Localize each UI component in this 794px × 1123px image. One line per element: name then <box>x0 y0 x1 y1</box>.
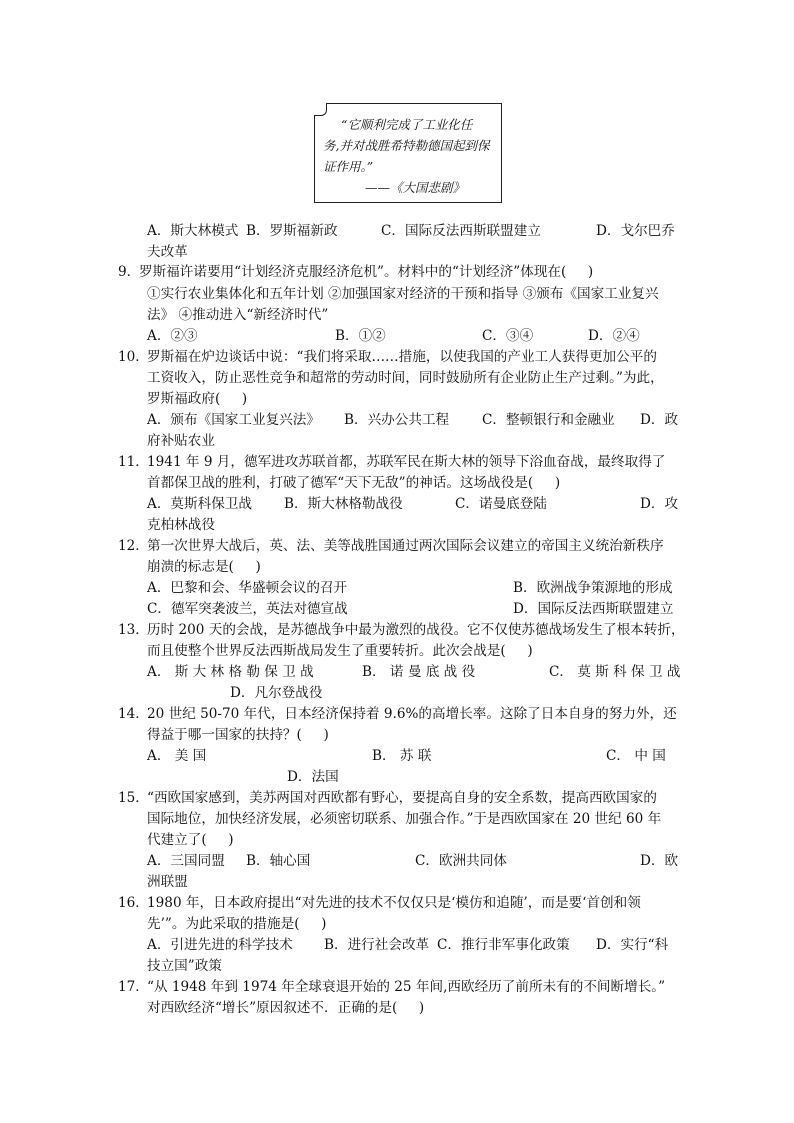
q16-option-d-wrap: 技立国”政策 <box>147 958 222 974</box>
quote-line-1: “它顺利完成了工业化任 <box>341 117 473 132</box>
q13-option-c[interactable]: C． 莫 斯 科 保 卫 战 <box>549 664 681 680</box>
q16-stem-line-2: 先’”。为此采取的措施是( ) <box>147 916 327 932</box>
quote-source: ——《大国悲剧》 <box>364 180 465 195</box>
q10-stem-line-2: 工资收入，防止恶性竞争和超常的劳动时间，同时鼓励所有企业防止生产过剩。”为此， <box>147 370 664 386</box>
q12-option-d[interactable]: D．国际反法西斯联盟建立 <box>513 601 674 617</box>
q13-stem-line-2: 而且使整个世界反法西斯战局发生了重要转折。此次会战是( ) <box>147 643 533 659</box>
q9-option-c[interactable]: C．③④ <box>482 328 534 344</box>
q13-option-a[interactable]: A． 斯 大 林 格 勒 保 卫 战 <box>147 664 314 680</box>
q11-stem-line-2: 首都保卫战的胜利，打破了德军“天下无敌”的神话。这场战役是( ) <box>147 475 561 491</box>
q13-option-d[interactable]: D．凡尔登战役 <box>230 685 323 701</box>
q8-option-a[interactable]: A．斯大林模式 <box>147 223 239 239</box>
q12-option-c[interactable]: C．德军突袭波兰，英法对德宣战 <box>147 601 348 617</box>
q15-option-a[interactable]: A．三国同盟 <box>147 853 225 869</box>
q9-items-line-2: 法》 ④推动进入“新经济时代” <box>147 307 329 323</box>
q14-option-b[interactable]: B． 苏 联 <box>372 748 432 764</box>
q14-option-a[interactable]: A． 美 国 <box>147 748 207 764</box>
quote-line-3: 证作用。” <box>323 159 374 174</box>
q15-option-b[interactable]: B．轴心国 <box>246 853 311 869</box>
q15-stem-line-3: 代建立了( ) <box>147 832 234 848</box>
q11-option-d-wrap: 克柏林战役 <box>147 517 215 533</box>
q11-stem-line-1: 1941 年 9 月，德军进攻苏联首都，苏联军民在斯大林的领导下浴血奋战，最终取得了 <box>147 454 666 470</box>
q8-option-b[interactable]: B．罗斯福新政 <box>246 223 338 239</box>
q17-number: 17． <box>118 979 149 995</box>
q9-stem: 罗斯福许诺要用“计划经济克服经济危机”。材料中的“计划经济”体现在( ) <box>139 264 594 280</box>
q10-option-d-wrap: 府补贴农业 <box>147 433 215 449</box>
q17-stem-line-1: “从 1948 年到 1974 年全球衰退开始的 25 年间,西欧经历了前所未有的不间断增长。” <box>147 979 666 995</box>
q13-option-b[interactable]: B． 诺 曼 底 战 役 <box>362 664 476 680</box>
q11-number: 11． <box>118 454 149 470</box>
q14-number: 14． <box>118 706 149 722</box>
q10-option-a[interactable]: A．颁布《国家工业复兴法》 <box>147 412 320 428</box>
q15-option-d-wrap: 洲联盟 <box>147 874 188 890</box>
q16-option-a[interactable]: A．引进先进的科学技术 <box>147 937 293 953</box>
q11-option-b[interactable]: B．斯大林格勒战役 <box>284 496 403 512</box>
q12-option-b[interactable]: B．欧洲战争策源地的形成 <box>513 580 673 596</box>
q15-stem-line-1: “西欧国家感到，美苏两国对西欧都有野心，要提高自身的安全系数，提高西欧国家的 <box>147 790 657 806</box>
scroll-fold-decoration <box>314 103 327 116</box>
q12-stem-line-2: 崩溃的标志是( ) <box>147 559 261 575</box>
q8-option-c[interactable]: C．国际反法西斯联盟建立 <box>381 223 541 239</box>
q14-option-c[interactable]: C． 中 国 <box>606 748 666 764</box>
q11-option-c[interactable]: C．诺曼底登陆 <box>455 496 547 512</box>
quote-line-2: 务,并对战胜希特勒德国起到保 <box>323 138 490 153</box>
q17-stem-line-2: 对西欧经济“增长”原因叙述不．正确的是( ) <box>147 1000 425 1016</box>
q9-option-a[interactable]: A．②③ <box>147 328 198 344</box>
q10-option-b[interactable]: B．兴办公共工程 <box>344 412 450 428</box>
q16-option-d[interactable]: D．实行“科 <box>596 937 669 953</box>
q9-number: 9． <box>118 264 141 280</box>
q15-option-c[interactable]: C．欧洲共同体 <box>415 853 507 869</box>
q10-number: 10． <box>118 349 149 365</box>
q16-option-b[interactable]: B．进行社会改革 <box>324 937 430 953</box>
q14-stem-line-2: 得益于哪一国家的扶持？( ) <box>147 727 329 743</box>
q10-option-c[interactable]: C．整顿银行和金融业 <box>482 412 615 428</box>
q11-option-d[interactable]: D．攻 <box>640 496 679 512</box>
q8-option-d-wrap: 夫改革 <box>147 244 188 260</box>
q8-option-d[interactable]: D．戈尔巴乔 <box>596 223 675 239</box>
q12-stem-line-1: 第一次世界大战后，英、法、美等战胜国通过两次国际会议建立的帝国主义统治新秩序 <box>147 538 664 554</box>
q15-number: 15． <box>118 790 149 806</box>
q9-items-line-1: ①实行农业集体化和五年计划 ②加强国家对经济的干预和指导 ③颁布《国家工业复兴 <box>147 286 659 302</box>
q15-stem-line-2: 国际地位，加快经济发展，必须密切联系、加强合作。”于是西欧国家在 20 世纪 60 年 <box>147 811 662 827</box>
q15-option-d[interactable]: D．欧 <box>640 853 679 869</box>
q9-option-d[interactable]: D．②④ <box>588 328 640 344</box>
q9-option-b[interactable]: B．①② <box>335 328 386 344</box>
quote-box <box>314 103 502 203</box>
q11-option-a[interactable]: A．莫斯科保卫战 <box>147 496 252 512</box>
q12-option-a[interactable]: A．巴黎和会、华盛顿会议的召开 <box>147 580 348 596</box>
q16-stem-line-1: 1980 年，日本政府提出“对先进的技术不仅仅只是‘模仿和追随’，而是要‘首创和领 <box>147 895 641 911</box>
q10-option-d[interactable]: D．政 <box>640 412 679 428</box>
q13-number: 13． <box>118 622 149 638</box>
q16-option-c[interactable]: C．推行非军事化政策 <box>437 937 570 953</box>
q13-stem-line-1: 历时 200 天的会战，是苏德战争中最为激烈的战役。它不仅使苏德战场发生了根本转折， <box>147 622 685 638</box>
q16-number: 16． <box>118 895 149 911</box>
q12-number: 12． <box>118 538 149 554</box>
q10-stem-line-1: 罗斯福在炉边谈话中说：“我们将采取……措施，以使我国的产业工人获得更加公平的 <box>147 349 657 365</box>
q14-stem-line-1: 20 世纪 50-70 年代，日本经济保持着 9.6%的高增长率。这除了日本自身的努力外，还 <box>147 706 677 722</box>
q10-stem-line-3: 罗斯福政府( ) <box>147 391 248 407</box>
q14-option-d[interactable]: D．法国 <box>287 769 339 785</box>
